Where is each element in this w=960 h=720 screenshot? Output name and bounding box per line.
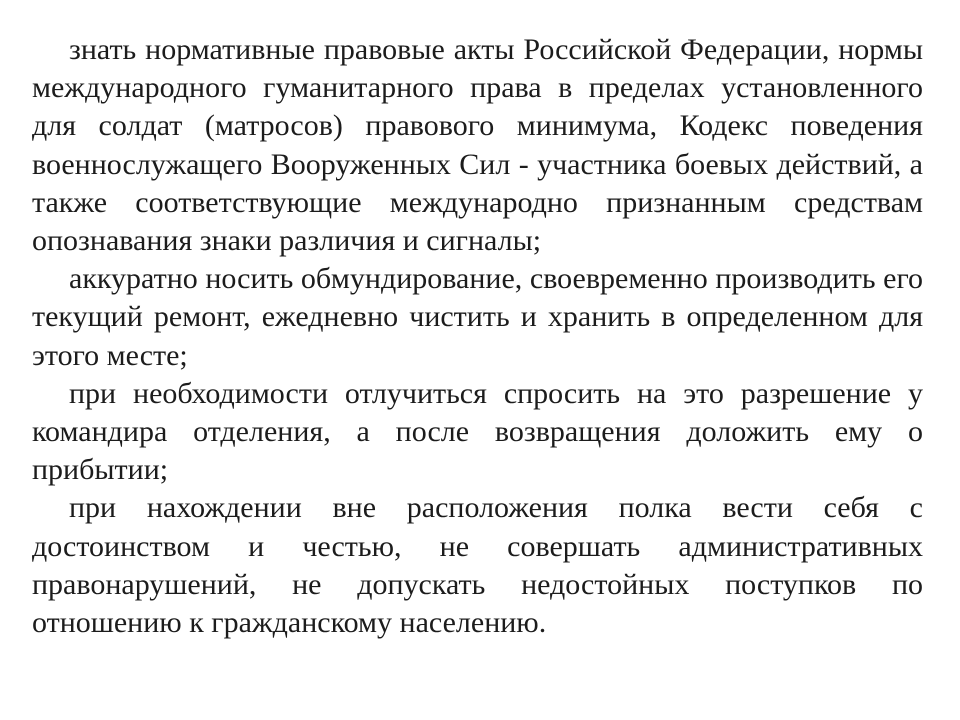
paragraph-leave-permission: при необходимости отлучиться спросить на это разрешение у командира отделения, а после возвращения доложить ему о прибытии; xyxy=(32,376,923,487)
paragraph-conduct-outside: при нахождении вне расположения полка вести себя с достоинством и честью, не совершать административных правонарушений, не допускать недостойных поступков по отношению к гражданскому населению. xyxy=(32,491,923,640)
paragraph-uniform-care: аккуратно носить обмундирование, своевременно производить его текущий ремонт, ежедневно чистить и хранить в определенном для этого месте; xyxy=(32,262,923,372)
paragraph-legal-knowledge: знать нормативные правовые акты Российской Федерации, нормы международного гуманитарного права в пределах установленного для солдат (матросов) правового минимума, Кодекс поведения военнослужащего Вооруженных Сил - участника боевых действий, а также соответствующие международно признанным средствам опознавания знаки различия и сигналы; xyxy=(32,33,923,258)
